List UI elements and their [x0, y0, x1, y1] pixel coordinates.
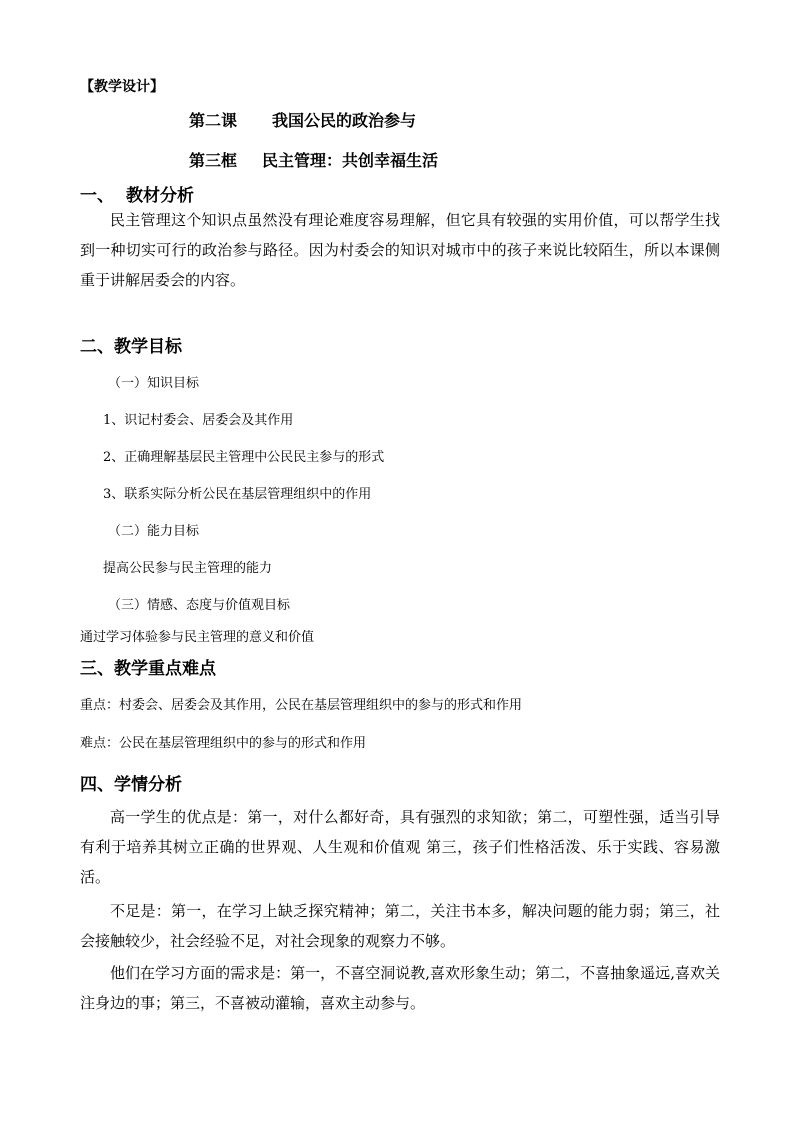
difficult-point: 难点：公民在基层管理组织中的参与的形式和作用 — [80, 736, 367, 751]
ability-goal-heading: （二）能力目标 — [108, 524, 200, 539]
section-title: 民主管理：共创幸福生活 — [262, 151, 439, 170]
knowledge-goal-3: 3、联系实际分析公民在基层管理组织中的作用 — [103, 487, 372, 502]
knowledge-goal-2: 2、正确理解基层民主管理中公民民主参与的形式 — [103, 450, 385, 465]
lesson-number: 第二课 — [189, 111, 238, 130]
section-2-heading: 二、教学目标 — [80, 337, 182, 357]
lesson-title: 我国公民的政治参与 — [272, 111, 417, 130]
emotion-goal-1: 通过学习体验参与民主管理的意义和价值 — [80, 630, 315, 645]
knowledge-goal-1: 1、识记村委会、居委会及其作用 — [103, 413, 294, 428]
section-number: 第三框 — [189, 151, 238, 170]
section-1-heading: 教材分析 — [126, 186, 194, 206]
section-4-paragraph-2: 不足是：第一，在学习上缺乏探究精神；第二，关注书本多，解决问题的能力弱；第三，社会接触较少，社会经验不足，对社会现象的观察力不够。 — [80, 902, 720, 950]
section-1-paragraph: 民主管理这个知识点虽然没有理论难度容易理解，但它具有较强的实用价值，可以帮学生找到一种切实可行的政治参与路径。因为村委会的知识对城市中的孩子来说比较陌生，所以本课侧重于讲解居委会的内容。 — [80, 211, 720, 289]
ability-goal-1: 提高公民参与民主管理的能力 — [103, 561, 273, 576]
key-point: 重点：村委会、居委会及其作用，公民在基层管理组织中的参与的形式和作用 — [80, 698, 523, 713]
section-4-paragraph-3: 他们在学习方面的需求是：第一，不喜空洞说教,喜欢形象生动；第二，不喜抽象遥远,喜欢关注身边的事；第三，不喜被动灌输，喜欢主动参与。 — [80, 964, 720, 1012]
section-1-number: 一、 — [80, 186, 114, 206]
section-3-heading: 三、教学重点难点 — [80, 659, 216, 679]
design-tag: 【教学设计】 — [80, 79, 164, 95]
section-4-paragraph-1: 高一学生的优点是：第一，对什么都好奇，具有强烈的求知欲；第二，可塑性强，适当引导有利于培养其树立正确的世界观、人生观和价值观 第三，孩子们性格活泼、乐于实践、容易激活。 — [80, 808, 720, 886]
knowledge-goal-heading: （一）知识目标 — [108, 376, 200, 391]
section-4-heading: 四、学情分析 — [80, 775, 182, 795]
emotion-goal-heading: （三）情感、态度与价值观目标 — [108, 598, 291, 613]
